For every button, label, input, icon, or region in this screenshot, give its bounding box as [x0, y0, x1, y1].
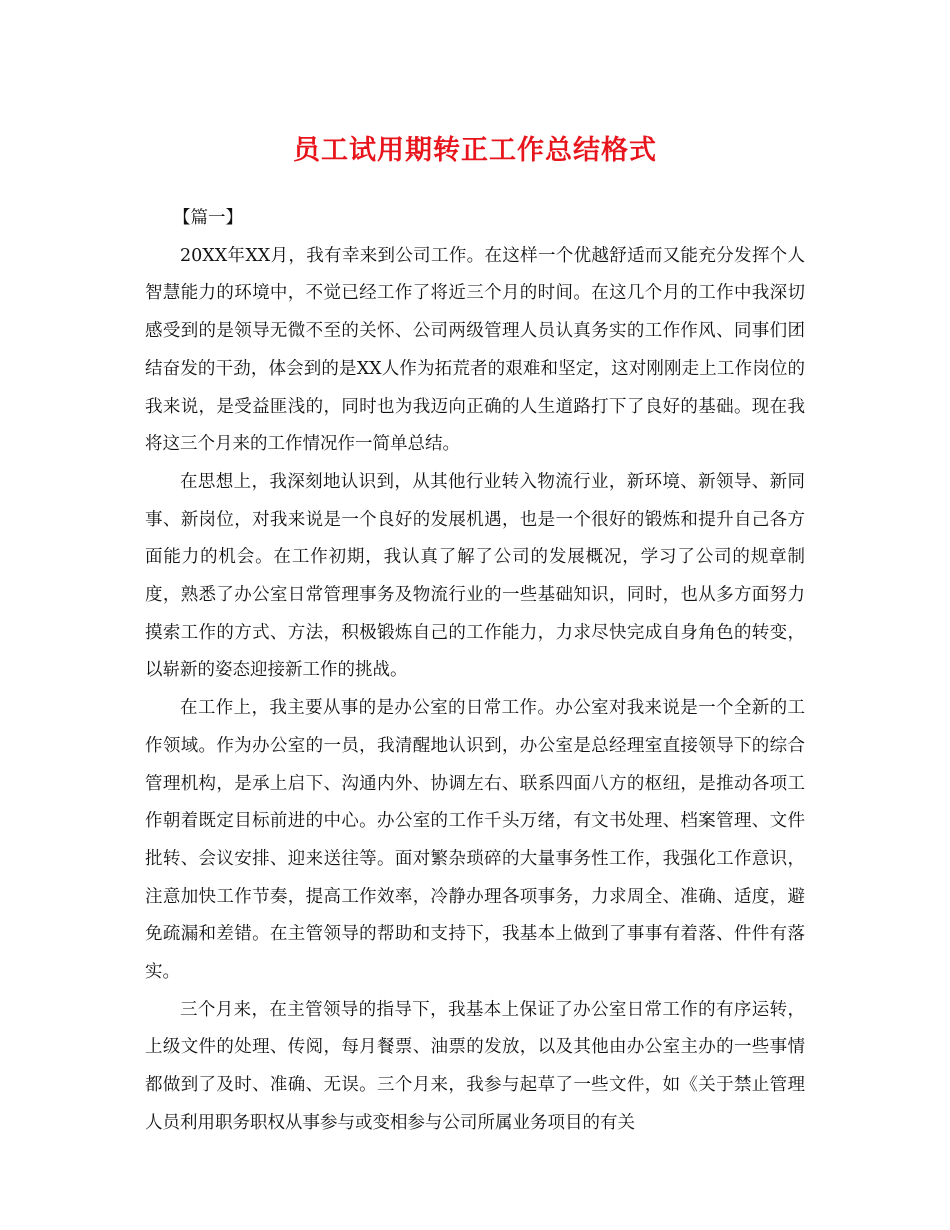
paragraph-3: 在工作上，我主要从事的是办公室的日常工作。办公室对我来说是一个全新的工作领域。作为办公室的一员，我清醒地认识到，办公室是总经理室直接领导下的综合管理机构，是承上启下、沟通内外、协调左右、联系四面八方的枢纽，是推动各项工作朝着既定目标前进的中心。办公室的工作千头万绪，有文书处理、档案管理、文件批转、会议安排、迎来送往等。面对繁杂琐碎的大量事务性工作，我强化工作意识，注意加快工作节奏，提高工作效率，冷静办理各项事务，力求周全、准确、适度，避免疏漏和差错。在主管领导的帮助和支持下，我基本上做到了事事有着落、件件有落实。: [145, 698, 805, 983]
paragraph-2: 在思想上，我深刻地认识到，从其他行业转入物流行业，新环境、新领导、新同事、新岗位，对我来说是一个良好的发展机遇，也是一个很好的锻炼和提升自己各方面能力的机会。在工作初期，我认真了解了公司的发展概况，学习了公司的规章制度，熟悉了办公室日常管理事务及物流行业的一些基础知识，同时，也从多方面努力摸索工作的方式、方法，积极锻炼自己的工作能力，力求尽快完成自身角色的转变，以崭新的姿态迎接新工作的挑战。: [145, 471, 805, 681]
document-title: 员工试用期转正工作总结格式: [293, 135, 657, 166]
paragraph-4: 三个月来，在主管领导的指导下，我基本上保证了办公室日常工作的有序运转，上级文件的处理、传阅，每月餐票、油票的发放，以及其他由办公室主办的一些事情都做到了及时、准确、无误。三个月来，我参与起草了一些文件，如《关于禁止管理人员利用职务职权从事参与或变相参与公司所属业务项目的有关: [145, 999, 805, 1133]
section-label: 【篇一】: [173, 208, 243, 228]
paragraph-1: 20XX年XX月，我有幸来到公司工作。在这样一个优越舒适而又能充分发挥个人智慧能力的环境中，不觉已经工作了将近三个月的时间。在这几个月的工作中我深切感受到的是领导无微不至的关怀、公司两级管理人员认真务实的工作作风、同事们团结奋发的干劲，体会到的是XX人作为拓荒者的艰难和坚定，这对刚刚走上工作岗位的我来说，是受益匪浅的，同时也为我迈向正确的人生道路打下了良好的基础。现在我将这三个月来的工作情况作一简单总结。: [145, 245, 805, 455]
document-body: [145, 200, 805, 1143]
